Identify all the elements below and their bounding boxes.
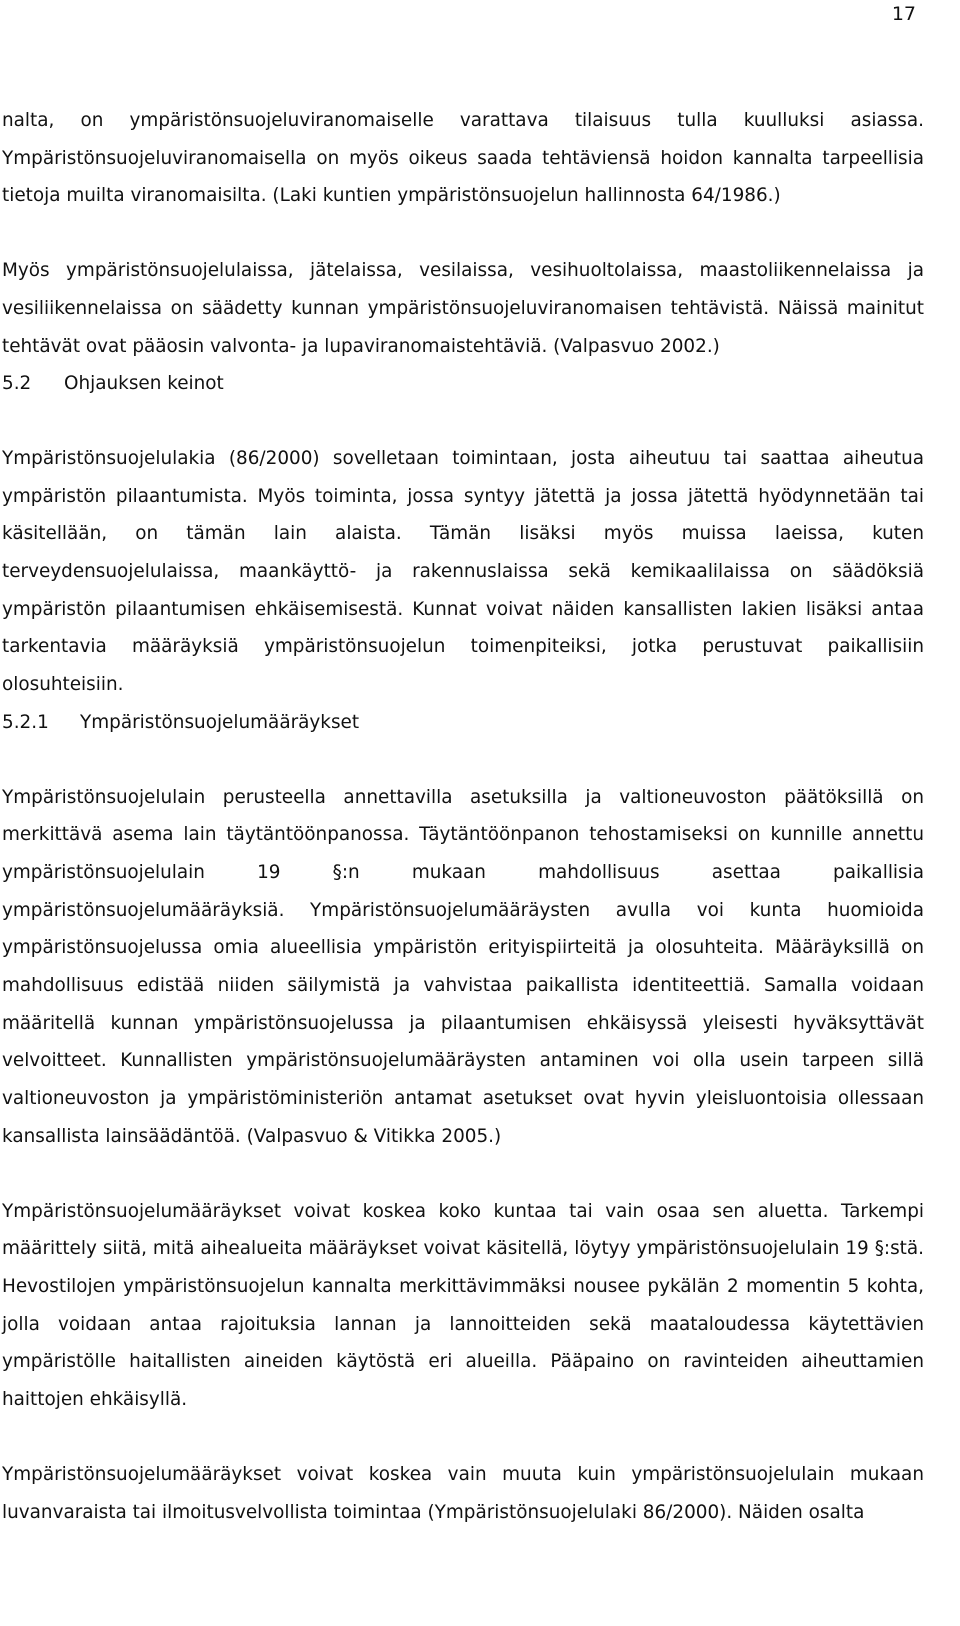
section-title: Ohjauksen keinot [64, 373, 224, 395]
paragraph-regulation-scope: Ympäristönsuojelumääräykset voivat koskea koko kuntaa tai vain osaa sen aluetta. Tarkempi määrittely siitä, mitä aihealueita määräykset voivat käsitellä, löytyy ympäristönsuojelulain 19 §:stä. Hevostilojen ympäristönsuojelun kannalta merkittävimmäksi nousee pykälän 2 momentin 5 kohta, jolla voidaan antaa rajoituksia lannan ja lannoitteiden sekä maataloudessa käytettävien ympäristölle haitallisten aineiden käytöstä eri alueilla. Pääpaino on ravinteiden aiheuttamien haittojen ehkäisyllä. [2, 1200, 924, 1411]
subsection-heading [2, 704, 924, 742]
subsection-number: 5.2.1 [2, 711, 49, 733]
page-number: 17 [891, 3, 916, 25]
paragraph-permit-activities: Ympäristönsuojelumääräykset voivat koskea vain muuta kuin ympäristönsuojelulain mukaan luvanvaraista tai ilmoitusvelvollista toimintaa (Ympäristönsuojelulaki 86/2000). Näiden osalta [2, 1463, 924, 1523]
section-heading [2, 365, 924, 403]
document-body [2, 102, 924, 1531]
paragraph-authority-hearing: nalta, on ympäristönsuojeluviranomaiselle varattava tilaisuus tulla kuulluksi asiassa. Ympäristönsuojeluviranomaisella on myös oikeus saada tehtäviensä hoidon kannalta tarpeellisia tietoja muilta viranomaisilta. (Laki kuntien ympäristönsuojelun hallinnosta 64/1986.) [2, 110, 924, 207]
paragraph-local-regulations: Ympäristönsuojelulain perusteella annettavilla asetuksilla ja valtioneuvoston päätöksillä on merkittävä asema lain täytäntöönpanossa. Täytäntöönpanon tehostamiseksi on kunnille annettu ympäristönsuojelulain 19 §:n mukaan mahdollisuus asettaa paikallisia ympäristönsuojelumääräyksiä. Ympäristönsuojelumääräysten avulla voi kunta huomioida ympäristönsuojelussa omia alueellisia ympäristön erityispiirteitä ja olosuhteita. Määräyksillä on mahdollisuus edistää niiden säilymistä ja vahvistaa paikallista identiteettiä. Samalla voidaan määritellä kunnan ympäristönsuojelussa ja pilaantumisen ehkäisyssä yleisesti hyväksyttävät velvoitteet. Kunnallisten ympäristönsuojelumääräysten antaminen voi olla usein tarpeen sillä valtioneuvoston ja ympäristöministeriön antamat asetukset ovat hyvin yleisluontoisia ollessaan kansallista lainsäädäntöä. (Valpasvuo & Vitikka 2005.) [2, 786, 924, 1147]
paragraph-environmental-protection-act: Ympäristönsuojelulakia (86/2000) sovelletaan toimintaan, josta aiheutuu tai saattaa aiheutua ympäristön pilaantumista. Myös toiminta, jossa syntyy jätettä ja jossa jätettä hyödynnetään tai käsitellään, on tämän lain alaista. Tämän lisäksi myös muissa laeissa, kuten terveydensuojelulaissa, maankäyttö- ja rakennuslaissa sekä kemikaalilaissa on säädöksiä ympäristön pilaantumisen ehkäisemisestä. Kunnat voivat näiden kansallisten lakien lisäksi antaa tarkentavia määräyksiä ympäristönsuojelun toimenpiteiksi, jotka perustuvat paikallisiin olosuhteisiin. [2, 447, 924, 696]
section-number: 5.2 [2, 373, 32, 395]
subsection-title: Ympäristönsuojelumääräykset [80, 711, 360, 733]
paragraph-authority-tasks: Myös ympäristönsuojelulaissa, jätelaissa, vesilaissa, vesihuoltolaissa, maastoliikennelaissa ja vesiliikennelaissa on säädetty kunnan ympäristönsuojeluviranomaisen tehtävistä. Näissä mainitut tehtävät ovat pääosin valvonta- ja lupaviranomaistehtäviä. (Valpasvuo 2002.) [2, 260, 924, 357]
